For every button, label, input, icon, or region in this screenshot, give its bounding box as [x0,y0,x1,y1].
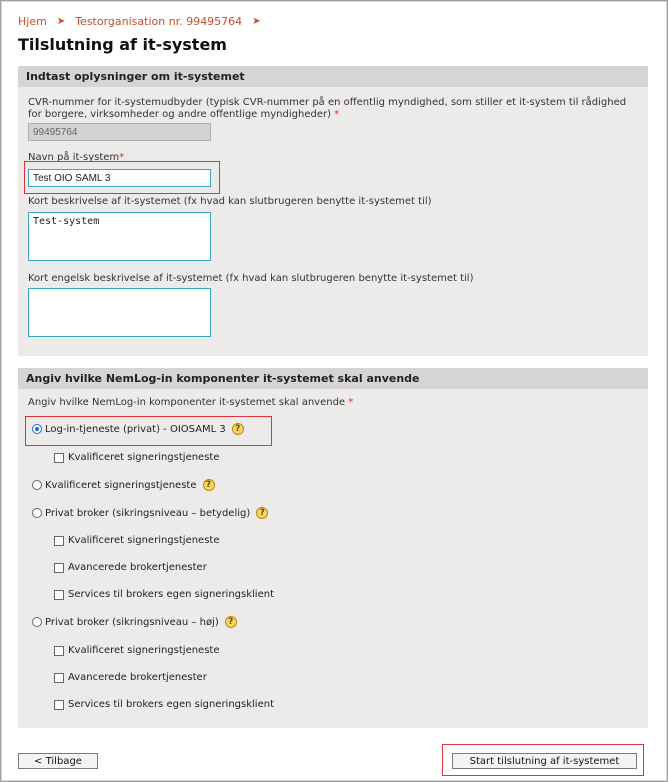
option-qualified-signing[interactable] [32,479,215,491]
suboption-label: Kvalificeret signeringstjeneste [68,645,220,656]
option-broker-substantial[interactable] [32,507,268,519]
suboption-label: Avancerede brokertjenester [68,562,207,573]
suboption-label: Kvalificeret signeringstjeneste [68,535,220,546]
suboption-high-services[interactable] [54,699,274,710]
breadcrumb-org-link[interactable]: Testorganisation nr. 99495764 [75,15,243,28]
checkbox[interactable] [54,563,64,573]
help-icon[interactable]: ? [225,616,237,628]
radio-button[interactable] [32,617,42,627]
option-label: Log-in-tjeneste (privat) - OIOSAML 3 [45,423,226,435]
suboption-label: Kvalificeret signeringstjeneste [68,452,220,463]
highlight-start-button [442,744,644,776]
description-textarea[interactable] [28,212,211,261]
english-description-textarea[interactable] [28,288,211,337]
required-marker: * [348,397,354,408]
checkbox[interactable] [54,646,64,656]
option-label: Privat broker (sikringsniveau – høj) [45,616,219,628]
checkbox[interactable] [54,700,64,710]
system-info-heading: Indtast oplysninger om it-systemet [18,66,648,87]
suboption-login-qs[interactable] [54,452,220,463]
checkbox[interactable] [54,673,64,683]
radio-button[interactable] [32,508,42,518]
name-label-text: Navn på it-system [28,152,120,163]
checkbox[interactable] [54,536,64,546]
suboption-sub-services[interactable] [54,589,274,600]
checkbox[interactable] [54,453,64,463]
components-heading: Angiv hvilke NemLog-in komponenter it-systemet skal anvende [18,368,648,389]
required-marker: * [334,109,340,120]
option-label: Kvalificeret signeringstjeneste [45,479,197,491]
breadcrumb-separator-icon: ➤ [252,16,261,27]
suboption-high-adv[interactable] [54,672,207,683]
page-title: Tilslutning af it-system [18,35,227,54]
help-icon[interactable]: ? [256,507,268,519]
suboption-sub-qs[interactable] [54,535,220,546]
components-label-text: Angiv hvilke NemLog-in komponenter it-systemet skal anvende [28,397,346,408]
start-connection-button[interactable]: Start tilslutning af it-systemet [452,753,637,769]
breadcrumb-home-link[interactable]: Hjem [18,15,47,28]
suboption-sub-adv[interactable] [54,562,207,573]
desc-label: Kort beskrivelse af it-systemet (fx hvad kan slutbrugeren benytte it-systemet til) [28,196,432,207]
checkbox[interactable] [54,590,64,600]
cvr-label [28,97,628,121]
components-label [28,397,353,409]
suboption-label: Services til brokers egen signeringsklient [68,699,274,710]
highlight-login-option [25,416,272,446]
breadcrumb [18,15,271,28]
system-info-panel [18,66,648,356]
cvr-input [28,123,211,141]
suboption-label: Services til brokers egen signeringsklient [68,589,274,600]
required-marker: * [119,152,125,163]
desc-en-label: Kort engelsk beskrivelse af it-systemet (fx hvad kan slutbrugeren benytte it-systemet til) [28,273,474,284]
back-button[interactable]: < Tilbage [18,753,98,769]
cvr-label-text: CVR-nummer for it-systemudbyder (typisk CVR-nummer på en offentlig myndighed, som stiller et it-system til rådighed for borgere, virksomheder og andre offentlige myndigheder) [28,97,627,120]
radio-button[interactable] [32,480,42,490]
help-icon[interactable]: ? [203,479,215,491]
highlight-name-field [24,161,220,194]
suboption-label: Avancerede brokertjenester [68,672,207,683]
option-label: Privat broker (sikringsniveau – betydelig) [45,507,251,519]
option-broker-high[interactable] [32,616,237,628]
suboption-high-qs[interactable] [54,645,220,656]
breadcrumb-separator-icon: ➤ [56,16,66,27]
help-icon[interactable]: ? [232,423,244,435]
